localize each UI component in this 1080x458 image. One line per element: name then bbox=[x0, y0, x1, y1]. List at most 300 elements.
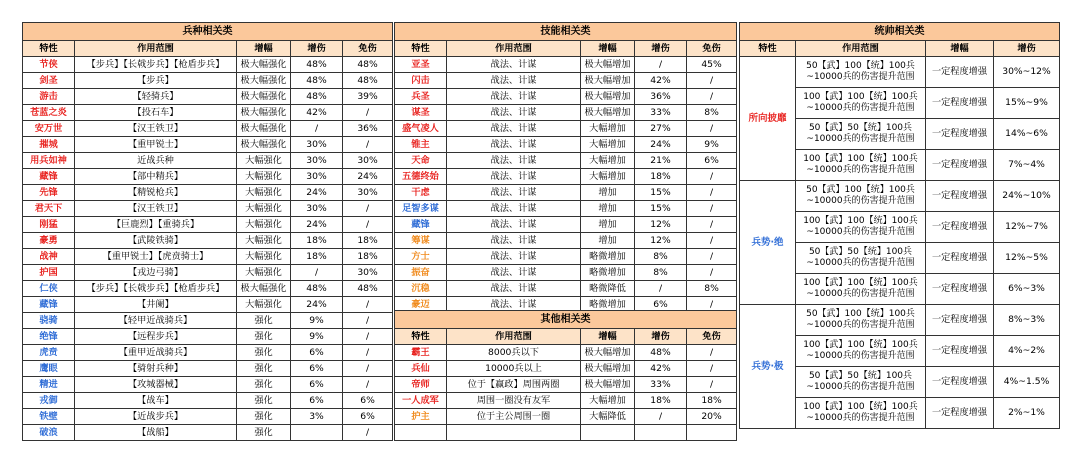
damage-reduction: / bbox=[343, 329, 393, 345]
amplitude: 一定程度增强 bbox=[926, 274, 994, 305]
trait-name: 霸王 bbox=[395, 345, 447, 361]
damage-bonus: 33% bbox=[635, 377, 687, 393]
effect-range: 【步兵】 bbox=[75, 73, 237, 89]
damage-reduction: / bbox=[343, 137, 393, 153]
effect-range: 【巨鹿烈】【重骑兵】 bbox=[75, 217, 237, 233]
table-row bbox=[395, 89, 737, 105]
table-row bbox=[395, 217, 737, 233]
trait-name: 帝师 bbox=[395, 377, 447, 393]
damage-reduction: / bbox=[343, 313, 393, 329]
amplitude: 一定程度增强 bbox=[926, 212, 994, 243]
effect-range: 100【武】100【统】100兵~10000兵的伤害提升范围 bbox=[796, 212, 926, 243]
damage-bonus: 36% bbox=[635, 89, 687, 105]
effect-range: 战法、计谋 bbox=[447, 185, 581, 201]
amplitude: 极大幅增加 bbox=[581, 377, 635, 393]
table-row bbox=[395, 393, 737, 409]
effect-range: 100【武】100【统】100兵~10000兵的伤害提升范围 bbox=[796, 274, 926, 305]
column-header: 增幅 bbox=[926, 41, 994, 57]
damage-bonus: 42% bbox=[635, 73, 687, 89]
amplitude: 大幅强化 bbox=[237, 249, 291, 265]
effect-range: 50【武】50【统】100兵~10000兵的伤害提升范围 bbox=[796, 243, 926, 274]
damage-reduction: / bbox=[687, 361, 737, 377]
column-header: 增伤 bbox=[994, 41, 1060, 57]
trait-name: 护国 bbox=[23, 265, 75, 281]
table-row bbox=[23, 329, 393, 345]
trait-name: 沉稳 bbox=[395, 281, 447, 297]
column-header: 免伤 bbox=[687, 329, 737, 345]
column-header: 作用范围 bbox=[796, 41, 926, 57]
trait-name: 锥主 bbox=[395, 137, 447, 153]
trait-name: 节侠 bbox=[23, 57, 75, 73]
trait-name: 戎御 bbox=[23, 393, 75, 409]
trait-name: 兵圣 bbox=[395, 89, 447, 105]
table-row bbox=[395, 137, 737, 153]
damage-bonus: 24%~10% bbox=[994, 181, 1060, 212]
amplitude: 强化 bbox=[237, 425, 291, 441]
effect-range: 100【武】100【统】100兵~10000兵的伤害提升范围 bbox=[796, 88, 926, 119]
table-row bbox=[395, 265, 737, 281]
amplitude: 一定程度增强 bbox=[926, 398, 994, 429]
table-row bbox=[23, 409, 393, 425]
damage-bonus: 2%~1% bbox=[994, 398, 1060, 429]
amplitude: 极大幅强化 bbox=[237, 105, 291, 121]
trait-name: 藏锋 bbox=[23, 169, 75, 185]
trait-name: 一人成军 bbox=[395, 393, 447, 409]
effect-range: 50【武】50【统】100兵~10000兵的伤害提升范围 bbox=[796, 119, 926, 150]
damage-reduction: 6% bbox=[343, 393, 393, 409]
table-row bbox=[23, 73, 393, 89]
damage-reduction: / bbox=[343, 377, 393, 393]
effect-range: 【重甲锐士】【虎贲骑士】 bbox=[75, 249, 237, 265]
table-row bbox=[23, 265, 393, 281]
effect-range: 【战车】 bbox=[75, 393, 237, 409]
damage-reduction bbox=[687, 425, 737, 441]
damage-bonus: 6% bbox=[635, 297, 687, 313]
table-row bbox=[23, 105, 393, 121]
amplitude: 极大幅强化 bbox=[237, 89, 291, 105]
trait-name: 筹谋 bbox=[395, 233, 447, 249]
damage-bonus: / bbox=[635, 57, 687, 73]
amplitude: 一定程度增强 bbox=[926, 88, 994, 119]
table-row bbox=[740, 181, 1060, 212]
table-row bbox=[23, 297, 393, 313]
effect-range: 【骑射兵种】 bbox=[75, 361, 237, 377]
damage-bonus: / bbox=[635, 409, 687, 425]
trait-name: 闪击 bbox=[395, 73, 447, 89]
damage-reduction: / bbox=[687, 217, 737, 233]
amplitude: 大幅增加 bbox=[581, 121, 635, 137]
effect-range: 位于主公周围一圈 bbox=[447, 409, 581, 425]
damage-reduction: 24% bbox=[343, 169, 393, 185]
column-header: 增伤 bbox=[635, 329, 687, 345]
trait-name: 剑圣 bbox=[23, 73, 75, 89]
amplitude: 一定程度增强 bbox=[926, 57, 994, 88]
damage-reduction: 18% bbox=[343, 233, 393, 249]
column-header: 特性 bbox=[23, 41, 75, 57]
trait-name: 干虑 bbox=[395, 185, 447, 201]
amplitude: 极大幅增加 bbox=[581, 361, 635, 377]
table-row bbox=[23, 201, 393, 217]
damage-bonus: 18% bbox=[635, 393, 687, 409]
amplitude: 增加 bbox=[581, 233, 635, 249]
damage-reduction: 45% bbox=[687, 57, 737, 73]
effect-range: 【部中精兵】 bbox=[75, 169, 237, 185]
table-row bbox=[23, 121, 393, 137]
damage-reduction: 20% bbox=[687, 409, 737, 425]
trait-name bbox=[395, 425, 447, 441]
amplitude: 一定程度增强 bbox=[926, 181, 994, 212]
damage-reduction: / bbox=[687, 185, 737, 201]
damage-bonus: 15% bbox=[635, 185, 687, 201]
effect-range: 周围一圈没有友军 bbox=[447, 393, 581, 409]
table-row bbox=[23, 425, 393, 441]
table-row bbox=[23, 89, 393, 105]
damage-bonus: / bbox=[291, 121, 343, 137]
damage-bonus: 42% bbox=[291, 105, 343, 121]
column-header: 特性 bbox=[395, 41, 447, 57]
amplitude: 大幅强化 bbox=[237, 265, 291, 281]
other-table bbox=[394, 310, 737, 441]
amplitude: 一定程度增强 bbox=[926, 243, 994, 274]
trait-name: 护主 bbox=[395, 409, 447, 425]
effect-range: 50【武】100【统】100兵~10000兵的伤害提升范围 bbox=[796, 57, 926, 88]
damage-reduction: / bbox=[687, 201, 737, 217]
damage-reduction: / bbox=[687, 121, 737, 137]
damage-bonus: 15% bbox=[635, 201, 687, 217]
column-header: 增幅 bbox=[237, 41, 291, 57]
damage-bonus: / bbox=[635, 281, 687, 297]
effect-range: 战法、计谋 bbox=[447, 121, 581, 137]
table-row bbox=[395, 361, 737, 377]
amplitude: 一定程度增强 bbox=[926, 305, 994, 336]
damage-reduction: 18% bbox=[343, 249, 393, 265]
damage-bonus: 3% bbox=[291, 409, 343, 425]
effect-range: 【轻甲近战骑兵】 bbox=[75, 313, 237, 329]
effect-range bbox=[447, 425, 581, 441]
effect-range: 100【武】100【统】100兵~10000兵的伤害提升范围 bbox=[796, 398, 926, 429]
amplitude: 极大幅强化 bbox=[237, 73, 291, 89]
troop-section-title: 兵种相关类 bbox=[23, 23, 393, 41]
effect-range: 100【武】100【统】100兵~10000兵的伤害提升范围 bbox=[796, 336, 926, 367]
table-row bbox=[395, 377, 737, 393]
amplitude: 略微降低 bbox=[581, 281, 635, 297]
damage-bonus: 8% bbox=[635, 249, 687, 265]
effect-range: 【近战步兵】 bbox=[75, 409, 237, 425]
damage-reduction: / bbox=[343, 425, 393, 441]
amplitude: 大幅增加 bbox=[581, 153, 635, 169]
damage-bonus: 9% bbox=[291, 329, 343, 345]
trait-name: 振奋 bbox=[395, 265, 447, 281]
damage-reduction: 18% bbox=[687, 393, 737, 409]
skill-table bbox=[394, 22, 737, 313]
table-row bbox=[740, 305, 1060, 336]
effect-range: 8000兵以下 bbox=[447, 345, 581, 361]
trait-name: 亚圣 bbox=[395, 57, 447, 73]
column-header: 作用范围 bbox=[447, 329, 581, 345]
amplitude: 一定程度增强 bbox=[926, 150, 994, 181]
effect-range: 【武陵铁骑】 bbox=[75, 233, 237, 249]
group-name: 兵势·极 bbox=[740, 305, 796, 429]
damage-reduction: / bbox=[687, 169, 737, 185]
damage-bonus bbox=[291, 425, 343, 441]
damage-bonus: 27% bbox=[635, 121, 687, 137]
table-row bbox=[395, 409, 737, 425]
damage-reduction: / bbox=[687, 249, 737, 265]
amplitude: 大幅强化 bbox=[237, 153, 291, 169]
amplitude: 略微增加 bbox=[581, 265, 635, 281]
damage-reduction: / bbox=[687, 89, 737, 105]
table-row bbox=[395, 425, 737, 441]
amplitude: 大幅强化 bbox=[237, 169, 291, 185]
table-row bbox=[395, 153, 737, 169]
group-name: 所向披靡 bbox=[740, 57, 796, 181]
damage-bonus: 18% bbox=[291, 249, 343, 265]
table-row bbox=[740, 57, 1060, 88]
table-row bbox=[23, 153, 393, 169]
group-name: 兵势·绝 bbox=[740, 181, 796, 305]
table-row bbox=[395, 201, 737, 217]
damage-bonus: 24% bbox=[291, 185, 343, 201]
trait-name: 游击 bbox=[23, 89, 75, 105]
table-row bbox=[23, 185, 393, 201]
damage-bonus: 24% bbox=[635, 137, 687, 153]
trait-name: 骁骑 bbox=[23, 313, 75, 329]
effect-range: 10000兵以上 bbox=[447, 361, 581, 377]
amplitude: 极大幅增加 bbox=[581, 89, 635, 105]
effect-range: 【井阑】 bbox=[75, 297, 237, 313]
table-row bbox=[23, 377, 393, 393]
troop-table bbox=[22, 22, 393, 441]
trait-name: 五德终始 bbox=[395, 169, 447, 185]
table-row bbox=[395, 57, 737, 73]
damage-bonus: 12%~7% bbox=[994, 212, 1060, 243]
effect-range: 【精锐枪兵】 bbox=[75, 185, 237, 201]
trait-name: 豪迈 bbox=[395, 297, 447, 313]
table-row bbox=[395, 281, 737, 297]
effect-range: 【汉王铁卫】 bbox=[75, 201, 237, 217]
troop-column-headers bbox=[23, 41, 393, 57]
trait-name: 破浪 bbox=[23, 425, 75, 441]
effect-range: 战法、计谋 bbox=[447, 153, 581, 169]
amplitude: 一定程度增强 bbox=[926, 336, 994, 367]
damage-bonus: 30% bbox=[291, 169, 343, 185]
damage-bonus: 24% bbox=[291, 297, 343, 313]
amplitude: 强化 bbox=[237, 361, 291, 377]
damage-bonus: 4%~1.5% bbox=[994, 367, 1060, 398]
damage-bonus: 4%~2% bbox=[994, 336, 1060, 367]
amplitude: 极大幅增加 bbox=[581, 73, 635, 89]
amplitude: 大幅增加 bbox=[581, 169, 635, 185]
table-row bbox=[395, 73, 737, 89]
trait-name: 战神 bbox=[23, 249, 75, 265]
effect-range: 100【武】100【统】100兵~10000兵的伤害提升范围 bbox=[796, 150, 926, 181]
skill-column-headers bbox=[395, 41, 737, 57]
table-row bbox=[23, 169, 393, 185]
effect-range: 【重甲锐士】 bbox=[75, 137, 237, 153]
table-row bbox=[395, 121, 737, 137]
amplitude: 略微增加 bbox=[581, 297, 635, 313]
damage-bonus: 18% bbox=[291, 233, 343, 249]
damage-reduction: 48% bbox=[343, 57, 393, 73]
effect-range: 【步兵】【长戟步兵】【枪盾步兵】 bbox=[75, 57, 237, 73]
column-header: 免伤 bbox=[343, 41, 393, 57]
amplitude: 大幅强化 bbox=[237, 217, 291, 233]
command-table bbox=[739, 22, 1060, 429]
column-header: 增幅 bbox=[581, 41, 635, 57]
trait-name: 足智多谋 bbox=[395, 201, 447, 217]
damage-reduction: 30% bbox=[343, 265, 393, 281]
damage-reduction: 6% bbox=[343, 409, 393, 425]
damage-reduction: 48% bbox=[343, 281, 393, 297]
effect-range: 【步兵】【长戟步兵】【枪盾步兵】 bbox=[75, 281, 237, 297]
damage-bonus: 12% bbox=[635, 233, 687, 249]
amplitude: 极大幅强化 bbox=[237, 121, 291, 137]
table-row bbox=[23, 137, 393, 153]
trait-name: 豪勇 bbox=[23, 233, 75, 249]
table-row bbox=[23, 345, 393, 361]
effect-range: 近战兵种 bbox=[75, 153, 237, 169]
amplitude: 强化 bbox=[237, 329, 291, 345]
effect-range: 【投石车】 bbox=[75, 105, 237, 121]
column-header: 特性 bbox=[740, 41, 796, 57]
damage-bonus: 30%~12% bbox=[994, 57, 1060, 88]
amplitude: 增加 bbox=[581, 217, 635, 233]
amplitude: 强化 bbox=[237, 377, 291, 393]
trait-name: 藏锋 bbox=[395, 217, 447, 233]
damage-reduction: / bbox=[343, 297, 393, 313]
damage-bonus: / bbox=[291, 265, 343, 281]
table-row bbox=[395, 105, 737, 121]
amplitude: 极大幅强化 bbox=[237, 57, 291, 73]
damage-bonus: 15%~9% bbox=[994, 88, 1060, 119]
skill-section-title: 技能相关类 bbox=[395, 23, 737, 41]
damage-reduction: / bbox=[343, 345, 393, 361]
effect-range: 50【武】100【统】100兵~10000兵的伤害提升范围 bbox=[796, 305, 926, 336]
table-row bbox=[23, 217, 393, 233]
effect-range: 【攻城器械】 bbox=[75, 377, 237, 393]
effect-range: 【重甲近战骑兵】 bbox=[75, 345, 237, 361]
amplitude: 大幅强化 bbox=[237, 297, 291, 313]
trait-name: 虎贲 bbox=[23, 345, 75, 361]
amplitude: 大幅增加 bbox=[581, 393, 635, 409]
trait-name: 盛气凌人 bbox=[395, 121, 447, 137]
damage-bonus: 8%~3% bbox=[994, 305, 1060, 336]
effect-range: 战法、计谋 bbox=[447, 89, 581, 105]
amplitude: 大幅增加 bbox=[581, 137, 635, 153]
effect-range: 战法、计谋 bbox=[447, 73, 581, 89]
trait-name: 用兵如神 bbox=[23, 153, 75, 169]
damage-bonus: 24% bbox=[291, 217, 343, 233]
effect-range: 【远程步兵】 bbox=[75, 329, 237, 345]
damage-bonus: 48% bbox=[291, 57, 343, 73]
effect-range: 位于【赢政】周围两圈 bbox=[447, 377, 581, 393]
damage-bonus bbox=[635, 425, 687, 441]
damage-bonus: 42% bbox=[635, 361, 687, 377]
effect-range: 战法、计谋 bbox=[447, 201, 581, 217]
other-column-headers bbox=[395, 329, 737, 345]
damage-bonus: 6% bbox=[291, 393, 343, 409]
damage-reduction: 9% bbox=[687, 137, 737, 153]
table-row bbox=[395, 249, 737, 265]
damage-reduction: / bbox=[687, 233, 737, 249]
amplitude: 大幅降低 bbox=[581, 409, 635, 425]
amplitude: 极大幅增加 bbox=[581, 345, 635, 361]
column-header: 增伤 bbox=[291, 41, 343, 57]
amplitude: 极大幅增加 bbox=[581, 105, 635, 121]
trait-name: 苍蓝之炎 bbox=[23, 105, 75, 121]
trait-name: 鹰眼 bbox=[23, 361, 75, 377]
column-header: 特性 bbox=[395, 329, 447, 345]
damage-reduction: 39% bbox=[343, 89, 393, 105]
effect-range: 战法、计谋 bbox=[447, 169, 581, 185]
damage-reduction: / bbox=[687, 297, 737, 313]
damage-bonus: 48% bbox=[291, 73, 343, 89]
table-row bbox=[395, 169, 737, 185]
table-row bbox=[395, 233, 737, 249]
trait-name: 绝锋 bbox=[23, 329, 75, 345]
table-row bbox=[23, 233, 393, 249]
effect-range: 50【武】100【统】100兵~10000兵的伤害提升范围 bbox=[796, 181, 926, 212]
trait-name: 君天下 bbox=[23, 201, 75, 217]
damage-bonus: 48% bbox=[291, 89, 343, 105]
effect-range: 战法、计谋 bbox=[447, 297, 581, 313]
effect-range: 战法、计谋 bbox=[447, 217, 581, 233]
effect-range: 50【武】50【统】100兵~10000兵的伤害提升范围 bbox=[796, 367, 926, 398]
effect-range: 【轻骑兵】 bbox=[75, 89, 237, 105]
amplitude: 极大幅强化 bbox=[237, 281, 291, 297]
trait-name: 谋圣 bbox=[395, 105, 447, 121]
damage-bonus: 33% bbox=[635, 105, 687, 121]
damage-reduction: / bbox=[343, 217, 393, 233]
table-row bbox=[23, 361, 393, 377]
table-row bbox=[23, 281, 393, 297]
damage-reduction: / bbox=[343, 201, 393, 217]
amplitude: 大幅强化 bbox=[237, 185, 291, 201]
damage-reduction: / bbox=[687, 345, 737, 361]
column-header: 作用范围 bbox=[447, 41, 581, 57]
trait-name: 兵仙 bbox=[395, 361, 447, 377]
damage-reduction: / bbox=[687, 265, 737, 281]
effect-range: 【战船】 bbox=[75, 425, 237, 441]
damage-bonus: 8% bbox=[635, 265, 687, 281]
table-row bbox=[23, 313, 393, 329]
damage-bonus: 7%~4% bbox=[994, 150, 1060, 181]
effect-range: 战法、计谋 bbox=[447, 281, 581, 297]
table-row bbox=[23, 393, 393, 409]
damage-bonus: 30% bbox=[291, 137, 343, 153]
damage-bonus: 21% bbox=[635, 153, 687, 169]
damage-reduction: 30% bbox=[343, 153, 393, 169]
effect-range: 战法、计谋 bbox=[447, 137, 581, 153]
amplitude: 大幅强化 bbox=[237, 201, 291, 217]
effect-range: 战法、计谋 bbox=[447, 249, 581, 265]
trait-name: 先锋 bbox=[23, 185, 75, 201]
damage-bonus: 6% bbox=[291, 361, 343, 377]
amplitude: 大幅强化 bbox=[237, 233, 291, 249]
damage-bonus: 12%~5% bbox=[994, 243, 1060, 274]
amplitude: 极大幅强化 bbox=[237, 137, 291, 153]
effect-range: 战法、计谋 bbox=[447, 265, 581, 281]
table-row bbox=[23, 57, 393, 73]
effect-range: 战法、计谋 bbox=[447, 57, 581, 73]
trait-name: 摧城 bbox=[23, 137, 75, 153]
damage-bonus: 30% bbox=[291, 201, 343, 217]
damage-reduction: / bbox=[343, 105, 393, 121]
damage-bonus: 48% bbox=[635, 345, 687, 361]
effect-range: 【戎边弓骑】 bbox=[75, 265, 237, 281]
column-header: 增幅 bbox=[581, 329, 635, 345]
command-section-title: 统帅相关类 bbox=[740, 23, 1060, 41]
